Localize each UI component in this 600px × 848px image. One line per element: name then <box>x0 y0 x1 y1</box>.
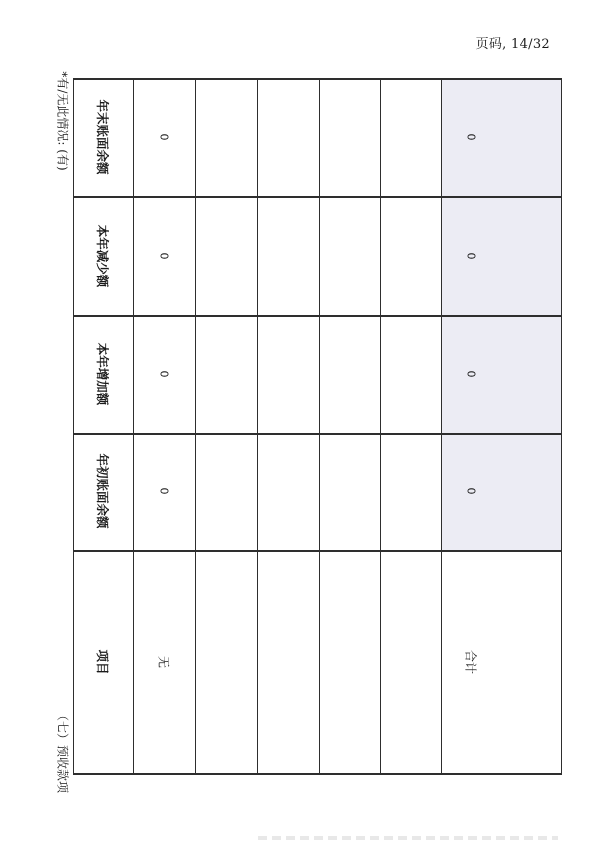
scan-footer-residue <box>258 836 558 840</box>
row-1-decrease: 0 <box>157 252 171 260</box>
total-decrease: 0 <box>464 252 478 260</box>
total-opening-balance: 0 <box>464 487 478 495</box>
status-note: *有/无此情况: (有) <box>55 71 70 171</box>
total-row-shading <box>441 78 562 550</box>
row-1-opening-balance: 0 <box>157 487 171 495</box>
header-decrease: 本年减少额 <box>95 224 110 288</box>
prepaid-receipts-table <box>73 78 562 775</box>
total-increase: 0 <box>464 370 478 378</box>
total-closing-balance: 0 <box>464 133 478 141</box>
row-1-increase: 0 <box>157 370 171 378</box>
page-number: 页码, 14/32 <box>475 37 550 52</box>
row-1-item: 无 <box>156 655 171 669</box>
header-opening-balance: 年初账面余额 <box>95 453 110 529</box>
section-title: （七）预收款项 <box>55 708 70 794</box>
header-closing-balance: 年末账面余额 <box>95 99 110 175</box>
header-increase: 本年增加额 <box>95 342 110 406</box>
total-label: 合计 <box>463 649 478 675</box>
header-item: 项目 <box>95 649 110 675</box>
row-1-closing-balance: 0 <box>157 133 171 141</box>
